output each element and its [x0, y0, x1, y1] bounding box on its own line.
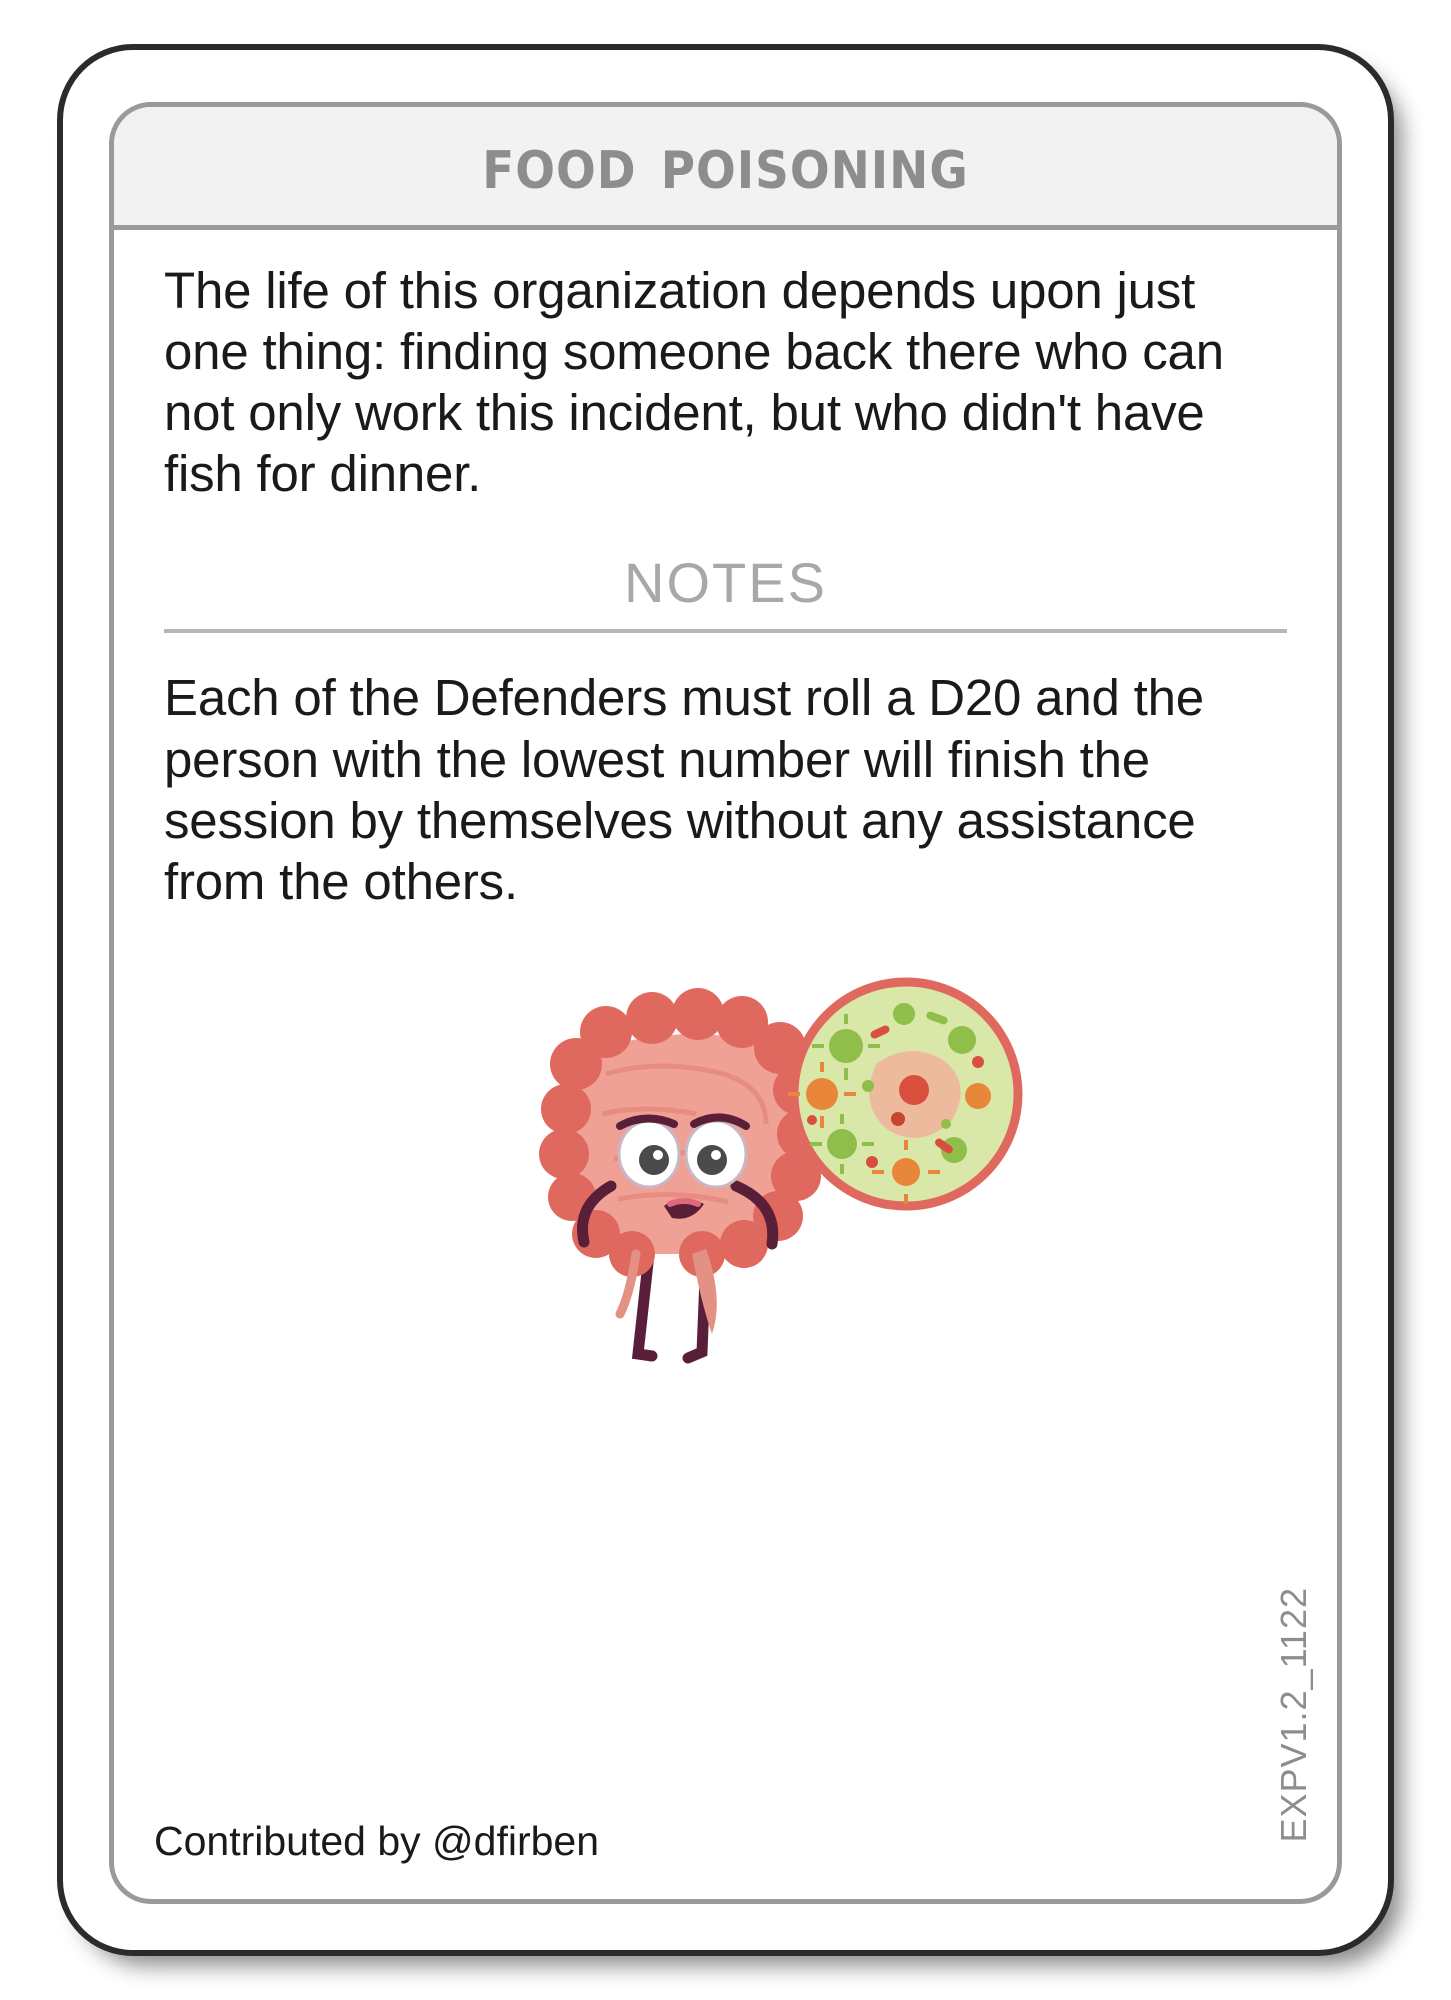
card-frame: [109, 102, 1342, 1904]
version-code: EXPV1.2_1122: [1273, 1587, 1314, 1843]
illustration-wrap: [154, 954, 1297, 1899]
notes-text: Each of the Defenders must roll a D20 and the person with the lowest number will finish the session by themselves without any assistance from the others.: [164, 669, 1204, 910]
card-body: [114, 230, 1337, 1899]
sick-intestine-character-icon: [406, 954, 1046, 1394]
flavor-text: The life of this organization depends upon just one thing: finding someone back there who can not only work this incident, but who didn't have fish for dinner.: [164, 261, 1224, 503]
card-title: food poisoning: [482, 120, 969, 206]
card-title-bar: [114, 107, 1337, 230]
game-card: [63, 50, 1388, 1950]
notes-heading: NOTES: [624, 551, 827, 615]
contributor-credit: Contributed by @dfirben: [154, 1818, 600, 1864]
notes-divider: [164, 629, 1287, 633]
